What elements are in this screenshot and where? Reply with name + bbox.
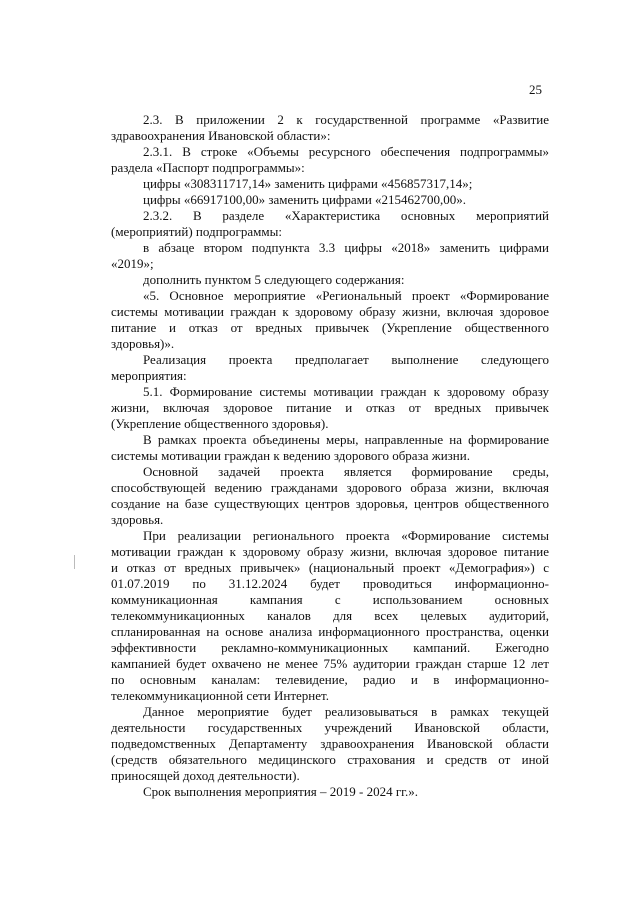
text-line: мотивации граждан к здоровому образу жизни, включая здоровое питание (111, 544, 549, 559)
text-line: создание на базе существующих центров здоровья, центров общественного (111, 496, 549, 511)
text-line: коммуникационная кампания с использованием основных (111, 592, 549, 607)
text-line: здоровья. (111, 512, 164, 527)
text-line: При реализации регионального проекта «Формирование системы (143, 528, 549, 543)
text-line: системы мотивации граждан к здоровому образу жизни, включая здоровое (111, 304, 549, 319)
text-line: Основной задачей проекта является формирование среды, (143, 464, 549, 479)
text-line: телекоммуникационной сети Интернет. (111, 688, 329, 703)
text-line: «2019»; (111, 256, 154, 271)
text-line: способствующей ведению гражданами здорового образа жизни, включая (111, 480, 549, 495)
text-line: приносящей доход деятельности). (111, 768, 300, 783)
text-line: 2.3.1. В строке «Объемы ресурсного обеспечения подпрограммы» (143, 144, 549, 159)
text-line: в абзаце втором подпункта 3.3 цифры «2018» заменить цифрами (143, 240, 549, 255)
text-line: подведомственных Департаменту здравоохранения Ивановской области (111, 736, 549, 751)
text-line: здоровья)». (111, 336, 175, 351)
text-line: деятельности государственных учреждений Ивановской области, (111, 720, 549, 735)
text-line: и отказ от вредных привычек» (национальный проект «Демография») с (111, 560, 549, 575)
text-line: 5.1. Формирование системы мотивации граждан к здоровому образу (143, 384, 549, 399)
margin-mark (74, 555, 75, 569)
text-line: раздела «Паспорт подпрограммы»: (111, 160, 305, 175)
text-line: мероприятия: (111, 368, 187, 383)
text-line: «5. Основное мероприятие «Региональный проект «Формирование (143, 288, 549, 303)
text-line: Срок выполнения мероприятия – 2019 - 2024 гг.». (143, 784, 419, 799)
text-line: спланированная на основе анализа информационного пространства, оценки (111, 624, 549, 639)
text-line: питание и отказ от вредных привычек (Укрепление общественного (111, 320, 549, 335)
text-line: здравоохранения Ивановской области»: (111, 128, 331, 143)
page-number: 25 (529, 82, 542, 97)
text-line: эффективности рекламно-коммуникационных кампаний. Ежегодно (111, 640, 549, 655)
text-line: 2.3.2. В разделе «Характеристика основных мероприятий (143, 208, 549, 223)
text-line: цифры «308311717,14» заменить цифрами «456857317,14»; (143, 176, 473, 191)
text-line: системы мотивации граждан к ведению здорового образа жизни. (111, 448, 470, 463)
text-line: телекоммуникационных каналов для всех целевых аудиторий, (111, 608, 549, 623)
text-line: жизни, включая здоровое питание и отказ от вредных привычек (111, 400, 549, 415)
text-line: 01.07.2019 по 31.12.2024 будет проводиться информационно- (111, 576, 549, 591)
text-line: В рамках проекта объединены меры, направленные на формирование (143, 432, 549, 447)
text-line: дополнить пунктом 5 следующего содержания: (143, 272, 405, 287)
text-line: (средств обязательного медицинского страхования и средств от иной (111, 752, 549, 767)
text-line: (Укрепление общественного здоровья). (111, 416, 329, 431)
text-line: Реализация проекта предполагает выполнение следующего (143, 352, 549, 367)
text-line: 2.3. В приложении 2 к государственной программе «Развитие (143, 112, 549, 127)
text-line: Данное мероприятие будет реализовываться в рамках текущей (143, 704, 549, 719)
text-line: (мероприятий) подпрограммы: (111, 224, 282, 239)
text-line: по основным каналам: телевидение, радио и в информационно- (111, 672, 549, 687)
text-line: цифры «66917100,00» заменить цифрами «215462700,00». (143, 192, 467, 207)
text-line: кампанией будет охвачено не менее 75% аудитории граждан старше 12 лет (111, 656, 549, 671)
